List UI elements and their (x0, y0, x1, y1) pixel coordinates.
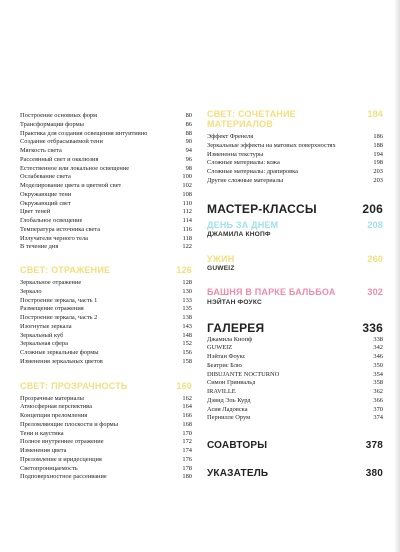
toc-entry-label: Создание отбрасываемой тени (20, 138, 103, 146)
toc-entry-page: 366 (373, 396, 383, 404)
intro-entries-list (20, 112, 192, 252)
toc-entry (20, 430, 192, 439)
toc-entry (20, 473, 192, 482)
section-materials-heading (207, 110, 383, 119)
section-title-line2: МАТЕРИАЛОВ (207, 119, 273, 129)
toc-entry-page: 156 (182, 349, 192, 356)
toc-entry (207, 168, 383, 177)
toc-entry (20, 447, 192, 456)
toc-entry (20, 358, 192, 367)
toc-entry (207, 406, 383, 415)
section-title: МАСТЕР-КЛАССЫ (207, 201, 317, 216)
toc-entry (20, 130, 192, 139)
section-title: ДЕНЬ ЗА ДНЕМ (207, 219, 279, 230)
toc-right-column (207, 110, 383, 481)
toc-entry-page: 186 (373, 133, 383, 140)
toc-entry-page: 128 (182, 279, 192, 286)
author-name: GUWEIZ (207, 264, 235, 272)
toc-entry (207, 362, 383, 371)
toc-entry-page: 176 (182, 455, 192, 463)
toc-entry (207, 159, 383, 168)
toc-entry-label: Построение зеркала, часть 1 (20, 296, 98, 304)
toc-entry-page: 152 (182, 340, 192, 348)
section-title: УЖИН (207, 253, 235, 264)
gallery-entries-list (207, 336, 383, 424)
coauthors-heading (207, 439, 383, 453)
toc-entry (20, 147, 192, 156)
toc-entry-page: 138 (182, 314, 192, 321)
section-page: 184 (367, 109, 383, 119)
toc-entry-label: Зеркальная сфера (20, 340, 68, 348)
toc-entry (20, 121, 192, 130)
toc-entry-label: Зеркальный куб (20, 331, 64, 339)
toc-entry-page: 110 (182, 199, 192, 207)
toc-entry-label: Атмосферная перспектива (20, 403, 92, 411)
toc-entry-label: Трансформации формы (20, 120, 84, 128)
toc-entry-page: 166 (182, 412, 192, 419)
toc-entry-page: 170 (182, 429, 192, 437)
toc-entry (20, 217, 192, 226)
section-title-line1: СВЕТ: СОЧЕТАНИЕ (207, 109, 296, 119)
section-page: 302 (367, 286, 383, 297)
toc-entry (20, 403, 192, 412)
toc-entry (207, 414, 383, 423)
toc-entry-page: 370 (373, 405, 383, 413)
toc-entry (20, 165, 192, 174)
toc-entry (20, 412, 192, 421)
section-transparency-heading (20, 382, 192, 391)
toc-entry-page: 98 (185, 164, 192, 172)
toc-entry (20, 226, 192, 235)
toc-entry (20, 279, 192, 288)
toc-entry-page: 162 (182, 394, 192, 402)
toc-entry-label: Рассеянный свет и окклюзия (20, 155, 99, 163)
toc-entry-page: 100 (182, 173, 192, 181)
toc-entry (20, 112, 192, 121)
toc-entry-label: Сложные материалы: драпировка (207, 168, 299, 175)
dinner-block (207, 255, 383, 273)
toc-entry-label: Практика для создания освещения интуитивно (20, 129, 148, 137)
toc-entry (20, 297, 192, 306)
toc-entry-page: 172 (182, 438, 192, 446)
author-name: НЭЙТАН ФОУКС (207, 298, 262, 306)
toc-entry-label: Светопроницаемость (20, 464, 78, 472)
toc-entry-page: 350 (373, 361, 383, 369)
section-page: 260 (367, 253, 383, 264)
toc-entry-label: Измененна текстуры (207, 150, 264, 158)
toc-entry-label: Цвет теней (20, 208, 51, 216)
toc-entry-page: 358 (373, 379, 383, 387)
toc-entry-label: Асия Ладовска (207, 405, 248, 413)
toc-entry-label: Естественное или локальное освещение (20, 164, 130, 172)
toc-entry (207, 177, 383, 186)
toc-entry (207, 379, 383, 388)
toc-entry (20, 138, 192, 147)
toc-entry-page: 88 (185, 129, 192, 137)
toc-entry (20, 465, 192, 474)
section-page: 206 (362, 201, 383, 216)
toc-entry-page: 168 (182, 420, 192, 428)
toc-entry-page: 112 (182, 208, 192, 216)
page-edge-shadow (394, 0, 400, 552)
section-page: 380 (365, 468, 383, 479)
section-page: 126 (176, 265, 192, 275)
tower-block (207, 288, 383, 307)
toc-entry (20, 395, 192, 404)
toc-entry-label: Джамила Кнопф (207, 335, 253, 343)
section-page: 336 (362, 320, 383, 335)
section-page: 378 (365, 440, 383, 451)
toc-entry-page: 198 (373, 159, 383, 167)
toc-entry-page: 108 (182, 190, 192, 198)
toc-entry (20, 243, 192, 252)
section-title: СОАВТОРЫ (207, 440, 268, 451)
reflection-entries-list (20, 279, 192, 367)
toc-entry-label: Моделирование цвета и цветной свет (20, 182, 122, 189)
toc-entry-label: Тени и каустика (20, 429, 64, 437)
toc-entry-label: Преломление и иридесценция (20, 455, 102, 463)
toc-entry-label: Зеркальные эффекты на матовых поверхностях (207, 141, 336, 149)
toc-entry-label: Изогнутые зеркала (20, 322, 72, 330)
toc-entry-label: Зеркальное отражение (20, 279, 82, 286)
toc-entry-label: В течение дня (20, 243, 59, 251)
toc-entry-label: Ослабевание света (20, 173, 71, 181)
toc-entry-label: IRAVILLE (207, 388, 236, 395)
toc-entry-page: 346 (373, 353, 383, 360)
master-classes-heading (207, 202, 383, 216)
toc-entry-page: 94 (185, 147, 192, 154)
tower-heading (207, 288, 383, 297)
toc-entry (207, 371, 383, 380)
toc-entry-page: 114 (182, 217, 192, 224)
toc-entry (207, 133, 383, 142)
toc-entry-label: Излучатели черного тела (20, 234, 89, 242)
toc-entry (20, 173, 192, 182)
toc-entry (20, 421, 192, 430)
toc-entry-label: Глобальное освещение (20, 217, 83, 224)
toc-entry-label: Температура источника света (20, 225, 101, 233)
toc-entry (20, 235, 192, 244)
toc-entry-label: Окружающий свет (20, 199, 71, 207)
toc-entry-label: Нэйтан Фоукс (207, 353, 246, 360)
toc-entry-page: 90 (185, 138, 192, 146)
section-page: 160 (176, 380, 192, 391)
section-reflection-heading (20, 266, 192, 275)
toc-entry-label: Полное внутреннее отражение (20, 438, 104, 446)
toc-left-column (20, 112, 192, 482)
toc-entry-label: Мягкость света (20, 147, 62, 154)
section-title: УКАЗАТЕЛЬ (207, 468, 269, 479)
toc-entry (20, 191, 192, 200)
toc-entry (20, 288, 192, 297)
toc-entry-label: Концепция преломления (20, 412, 88, 419)
toc-entry-label: Беатрис Блю (207, 361, 242, 369)
day-to-day-heading (207, 221, 383, 230)
section-title: ГАЛЕРЕЯ (207, 320, 265, 335)
toc-entry-page: 362 (373, 388, 383, 395)
toc-entry-label: Размещение отражения (20, 305, 84, 313)
toc-entry (20, 182, 192, 191)
section-page: 208 (367, 219, 383, 230)
toc-entry (207, 142, 383, 151)
toc-entry-page: 174 (182, 447, 192, 454)
toc-entry-page: 203 (373, 168, 383, 175)
toc-entry-page: 96 (185, 155, 192, 163)
toc-entry (20, 340, 192, 349)
toc-entry-page: 180 (182, 473, 192, 481)
toc-entry-page: 188 (373, 141, 383, 149)
toc-entry-label: Перниллe Орум (207, 414, 251, 422)
toc-entry-page: 102 (182, 182, 192, 189)
day-to-day-block (207, 221, 383, 239)
toc-entry (20, 349, 192, 358)
toc-entry-page: 122 (182, 243, 192, 251)
toc-entry-label: Преломляющие плоскости и формы (20, 420, 119, 428)
toc-entry-page: 158 (182, 357, 192, 365)
toc-entry (20, 208, 192, 217)
toc-entry-label: Дэвид Эль Курд (207, 396, 251, 404)
toc-entry (20, 332, 192, 341)
toc-entry-page: 143 (182, 322, 192, 330)
toc-entry (207, 397, 383, 406)
toc-entry-page: 80 (185, 112, 192, 119)
toc-entry-label: Другие сложные материалы (207, 176, 284, 184)
toc-entry-page: 338 (373, 335, 383, 343)
toc-entry-page: 86 (185, 120, 192, 128)
section-title: СВЕТ: ОТРАЖЕНИЕ (20, 265, 111, 275)
toc-entry-page: 148 (182, 331, 192, 339)
toc-entry-label: Окружающие тени (20, 190, 72, 198)
toc-entry-label: Построение зеркала, часть 2 (20, 314, 98, 321)
toc-entry-page: 116 (182, 225, 192, 233)
author-name: ДЖАМИЛА КНОПФ (207, 230, 271, 238)
toc-entry-page: 374 (373, 414, 383, 422)
toc-entry (20, 438, 192, 447)
toc-entry-page: 133 (182, 296, 192, 304)
toc-entry-label: GUWEIZ (207, 344, 233, 352)
toc-entry (20, 200, 192, 209)
toc-entry-label: Подповерхностное рассеивание (20, 473, 107, 481)
materials-entries-list (207, 133, 383, 186)
toc-entry-page: 342 (373, 344, 383, 352)
toc-entry (20, 305, 192, 314)
toc-entry-page: 178 (182, 464, 192, 472)
dinner-heading (207, 255, 383, 264)
toc-entry (20, 323, 192, 332)
transparency-entries-list (20, 395, 192, 483)
section-title: СВЕТ: ПРОЗРАЧНОСТЬ (20, 380, 128, 391)
toc-entry (20, 156, 192, 165)
toc-entry-label: Сложные материалы: кожа (207, 159, 280, 167)
index-heading (207, 467, 383, 481)
toc-entry-page: 130 (182, 287, 192, 295)
toc-entry-label: Симон Гринвальд (207, 379, 256, 387)
toc-entry-page: 194 (373, 150, 383, 158)
section-materials-heading-line2 (207, 120, 383, 129)
toc-entry-label: DIBUJANTE NOCTURNO (207, 370, 280, 378)
section-title: БАШНЯ В ПАРКЕ БАЛЬБОА (207, 286, 336, 297)
toc-entry-label: Изменения зеркальных цветов (20, 357, 103, 365)
toc-entry-page: 354 (373, 370, 383, 378)
toc-entry (20, 314, 192, 323)
toc-entry-page: 118 (182, 234, 192, 242)
toc-entry (20, 456, 192, 465)
toc-entry-label: Эффект Френеля (207, 133, 254, 140)
toc-entry-label: Изменения цвета (20, 447, 67, 454)
toc-entry-page: 164 (182, 403, 192, 411)
toc-entry (207, 344, 383, 353)
toc-entry-page: 203 (373, 176, 383, 184)
gallery-heading (207, 321, 383, 335)
toc-entry-label: Сложные зеркальные формы (20, 349, 99, 356)
toc-entry (207, 151, 383, 160)
toc-entry (207, 353, 383, 362)
toc-entry-label: Прозрачные материалы (20, 394, 84, 402)
toc-entry (207, 336, 383, 345)
toc-entry-label: Зеркало (20, 287, 42, 295)
toc-entry (207, 388, 383, 397)
toc-entry-label: Построение основных форм (20, 112, 98, 119)
toc-entry-page: 135 (182, 305, 192, 313)
